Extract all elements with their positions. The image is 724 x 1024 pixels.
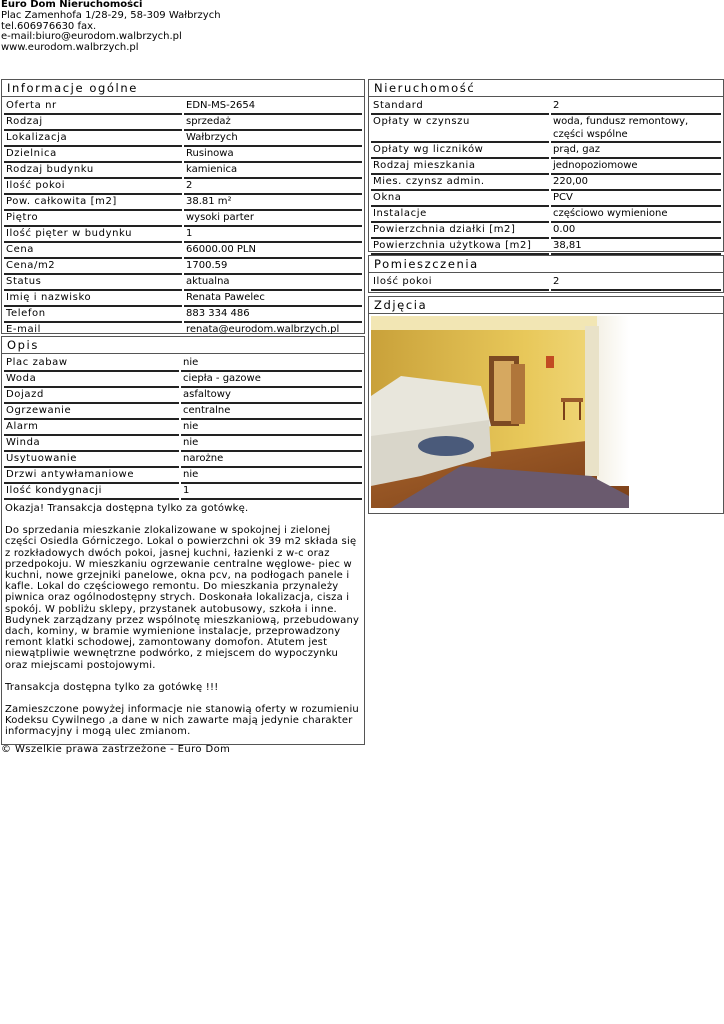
description-paragraph: Do sprzedania mieszkanie zlokalizowane w spokojnej i zielonej części Osiedla Górniczego. Lokal o powierzchni ok 39 m2 składa się z rozkładowych dwóch pokoi, jasnej kuchni, łazienki z w-c oraz przedpokoju. W mieszkaniu ogrzewanie centralne węglowe- piec w kuchni, nowe grzejniki panelowe, okna pcv, na podłogach panele i kafle. Lokal do częściowego remontu. Do mieszkania przynależy piwnica oraz ogólnodostępny strych. Doskonała lokalizacja, cisza i spokój. W pobliżu sklepy, przystanek autobusowy, szkoła i inne. Budynek zarządzany przez wspólnotę mieszkaniową, przebudowany dach, kominy, w bramie wymienione instalacje, przeprowadzony remont klatki schodowej, zamontowany domofon. Atutem jest niewątpliwie wewnętrzne podwórko, z miejscem do wypoczynku oraz miejscami postojowymi. xyxy=(5,525,360,671)
table-row xyxy=(4,421,362,436)
row-label: Rodzaj xyxy=(4,116,182,131)
table-row xyxy=(4,405,362,420)
row-label: Piętro xyxy=(4,212,182,227)
row-label: Opłaty wg liczników xyxy=(371,144,549,159)
row-label: Okna xyxy=(371,192,549,207)
photos-title: Zdjęcia xyxy=(369,297,723,314)
row-label: Woda xyxy=(4,373,179,388)
table-row xyxy=(371,192,721,207)
row-label: Usytuowanie xyxy=(4,453,179,468)
table-row xyxy=(371,100,721,115)
row-label: Mies. czynsz admin. xyxy=(371,176,549,191)
row-value: nie xyxy=(181,357,362,372)
row-value: ciepła - gazowe xyxy=(181,373,362,388)
row-value: Rusinowa xyxy=(184,148,362,163)
apartment-photo[interactable] xyxy=(371,316,629,508)
row-label: Instalacje xyxy=(371,208,549,223)
row-label: Rodzaj mieszkania xyxy=(371,160,549,175)
description-section xyxy=(1,336,365,745)
property-section xyxy=(368,79,724,252)
row-label: Oferta nr xyxy=(4,100,182,115)
general-info-title: Informacje ogólne xyxy=(2,80,364,97)
property-table xyxy=(369,99,723,256)
table-row xyxy=(4,148,362,163)
row-label: Winda xyxy=(4,437,179,452)
rooms-title: Pomieszczenia xyxy=(369,256,723,273)
row-value: prąd, gaz xyxy=(551,144,721,159)
agency-name: Euro Dom Nieruchomości xyxy=(1,0,143,10)
copyright-footer: © Wszelkie prawa zastrzeżone - Euro Dom xyxy=(1,744,231,755)
table-row xyxy=(4,180,362,195)
row-value: 38,81 xyxy=(551,240,721,255)
agency-address: Plac Zamenhofa 1/28-29, 58-309 Wałbrzych xyxy=(1,9,221,21)
table-row xyxy=(371,176,721,191)
row-value: PCV xyxy=(551,192,721,207)
table-row xyxy=(4,357,362,372)
agency-website: www.eurodom.walbrzych.pl xyxy=(1,42,139,54)
row-value: kamienica xyxy=(184,164,362,179)
property-title: Nieruchomość xyxy=(369,80,723,97)
table-row xyxy=(371,116,721,143)
row-label: Dzielnica xyxy=(4,148,182,163)
row-value: 66000.00 PLN xyxy=(184,244,362,259)
general-info-table xyxy=(2,99,364,340)
row-value: nie xyxy=(181,469,362,484)
table-row xyxy=(4,469,362,484)
table-row xyxy=(371,160,721,175)
table-row xyxy=(4,164,362,179)
row-value: 0.00 xyxy=(551,224,721,239)
row-label: E-mail xyxy=(4,324,182,339)
row-value: narożne xyxy=(181,453,362,468)
row-value: jednopoziomowe xyxy=(551,160,721,175)
rooms-section xyxy=(368,255,724,293)
row-value: aktualna xyxy=(184,276,362,291)
row-label: Powierzchnia działki [m2] xyxy=(371,224,549,239)
row-value: Renata Pawelec xyxy=(184,292,362,307)
row-value: EDN-MS-2654 xyxy=(184,100,362,115)
row-value: sprzedaż xyxy=(184,116,362,131)
row-label: Ilość pokoi xyxy=(4,180,182,195)
row-label: Pow. całkowita [m2] xyxy=(4,196,182,211)
table-row xyxy=(4,437,362,452)
description-paragraph: Transakcja dostępna tylko za gotówkę !!! xyxy=(5,681,219,693)
table-row xyxy=(4,276,362,291)
row-label: Ogrzewanie xyxy=(4,405,179,420)
row-value: 2 xyxy=(184,180,362,195)
agency-phone: tel.606976630 fax. xyxy=(1,20,97,32)
row-label: Imię i nazwisko xyxy=(4,292,182,307)
row-label: Drzwi antywłamaniowe xyxy=(4,469,179,484)
table-row xyxy=(4,453,362,468)
row-value: woda, fundusz remontowy, części wspólne xyxy=(551,116,721,143)
description-title: Opis xyxy=(2,337,364,354)
row-label: Cena xyxy=(4,244,182,259)
table-row xyxy=(4,228,362,243)
table-row xyxy=(4,244,362,259)
row-value: wysoki parter xyxy=(184,212,362,227)
table-row xyxy=(4,485,362,500)
description-features-table xyxy=(2,356,364,501)
row-label: Opłaty w czynszu xyxy=(371,116,549,143)
table-row xyxy=(4,292,362,307)
general-info-section xyxy=(1,79,365,334)
row-label: Status xyxy=(4,276,182,291)
row-value: centralne xyxy=(181,405,362,420)
table-row xyxy=(4,212,362,227)
row-label: Lokalizacja xyxy=(4,132,182,147)
row-value: renata@eurodom.walbrzych.pl xyxy=(184,324,362,339)
agency-email: e-mail:biuro@eurodom.walbrzych.pl xyxy=(1,31,182,43)
row-value: 1 xyxy=(181,485,362,500)
row-value: częściowo wymienione xyxy=(551,208,721,223)
row-label: Plac zabaw xyxy=(4,357,179,372)
description-paragraph: Okazja! Transakcja dostępna tylko za gotówkę. xyxy=(5,503,249,514)
row-value: Wałbrzych xyxy=(184,132,362,147)
table-row xyxy=(371,224,721,239)
row-value: 220,00 xyxy=(551,176,721,191)
row-value: 1 xyxy=(184,228,362,243)
apartment-photo-image xyxy=(371,316,629,508)
description-text xyxy=(2,501,364,740)
agency-header xyxy=(1,0,401,54)
row-label: Ilość pięter w budynku xyxy=(4,228,182,243)
row-label: Dojazd xyxy=(4,389,179,404)
table-row xyxy=(4,308,362,323)
rooms-table xyxy=(369,275,723,292)
row-label: Cena/m2 xyxy=(4,260,182,275)
table-row xyxy=(371,144,721,159)
table-row xyxy=(371,276,721,291)
row-label: Alarm xyxy=(4,421,179,436)
table-row xyxy=(4,100,362,115)
table-row xyxy=(4,116,362,131)
row-value: 2 xyxy=(551,100,721,115)
row-value: 1700.59 xyxy=(184,260,362,275)
row-value: 38.81 m² xyxy=(184,196,362,211)
table-row xyxy=(371,240,721,255)
row-label: Ilość kondygnacji xyxy=(4,485,179,500)
description-disclaimer: Zamieszczone powyżej informacje nie stanowią oferty w rozumieniu Kodeksu Cywilnego ,a dane w nich zawarte mają jedynie charakter informacyjny i mogą ulec zmianom. xyxy=(5,704,359,738)
row-value: asfaltowy xyxy=(181,389,362,404)
row-label: Telefon xyxy=(4,308,182,323)
table-row xyxy=(4,373,362,388)
table-row xyxy=(4,260,362,275)
row-label: Rodzaj budynku xyxy=(4,164,182,179)
photos-section xyxy=(368,296,724,514)
table-row xyxy=(4,132,362,147)
row-value: 883 334 486 xyxy=(184,308,362,323)
table-row xyxy=(4,389,362,404)
row-value: nie xyxy=(181,437,362,452)
row-label: Ilość pokoi xyxy=(371,276,549,291)
row-label: Powierzchnia użytkowa [m2] xyxy=(371,240,549,255)
row-value: 2 xyxy=(551,276,721,291)
table-row xyxy=(4,196,362,211)
row-label: Standard xyxy=(371,100,549,115)
table-row xyxy=(371,208,721,223)
row-value: nie xyxy=(181,421,362,436)
